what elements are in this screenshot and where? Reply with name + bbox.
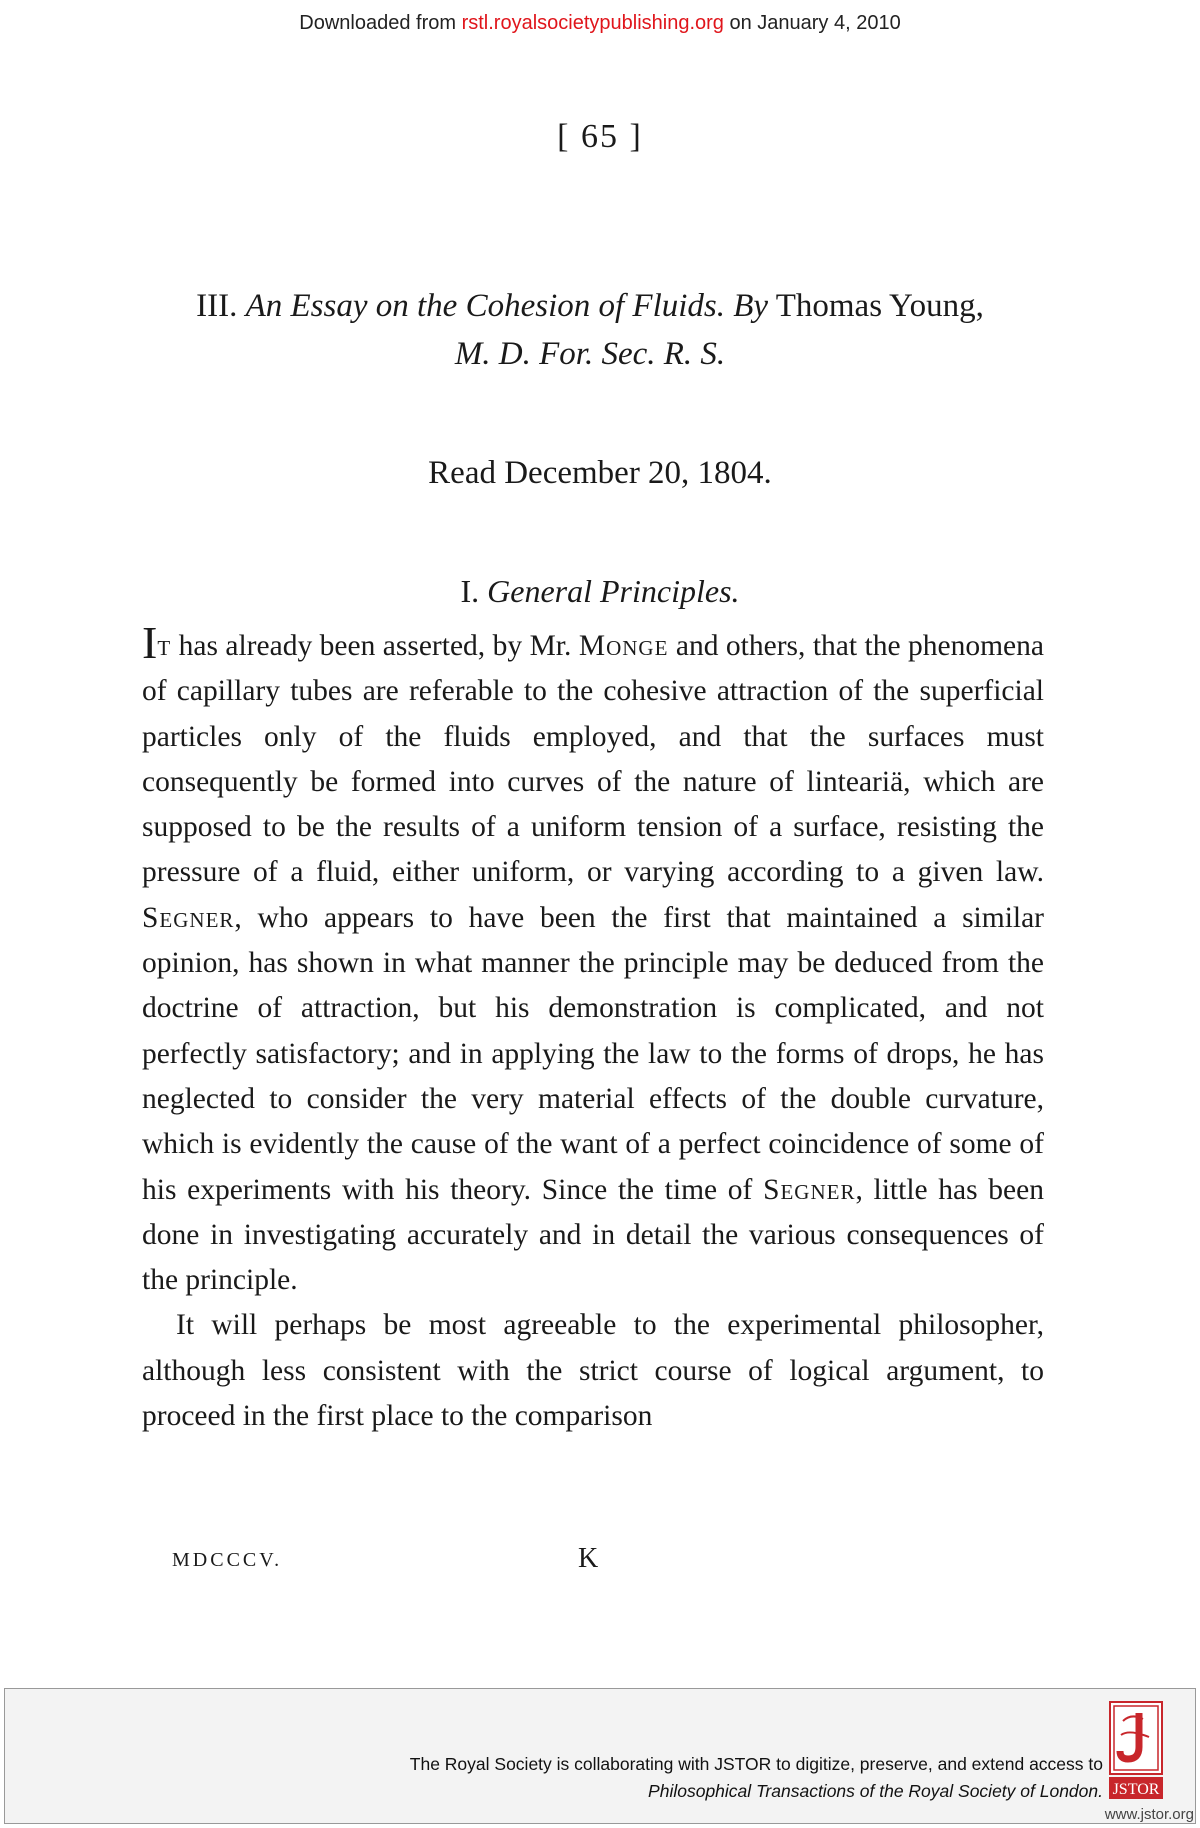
jstor-banner	[4, 1688, 1196, 1824]
page-number: [ 65 ]	[557, 118, 643, 155]
jstor-logo-text: JSTOR	[1112, 1781, 1160, 1798]
source-link[interactable]: rstl.royalsocietypublishing.org	[461, 12, 724, 34]
jstor-url[interactable]: www.jstor.org	[1104, 1806, 1194, 1823]
title-line-2	[140, 330, 1040, 378]
author-credentials: M. D. For. Sec. R. S.	[454, 336, 726, 372]
catchword: K	[578, 1543, 599, 1574]
article-title	[140, 282, 1040, 378]
title-by: By	[733, 288, 769, 324]
drop-cap: I	[142, 617, 158, 668]
body-text	[142, 617, 1044, 1439]
name-segner: Segner	[142, 901, 235, 934]
paragraph-2: It will perhaps be most agreeable to the experimental philosopher, although less consistent with the strict course of logical argument, to proceed in the first place to the comparison	[142, 1309, 1044, 1433]
download-suffix: on January 4, 2010	[723, 12, 901, 34]
jstor-notice	[410, 1751, 1103, 1805]
page-footer-marks	[160, 1543, 1060, 1583]
section-number: I.	[460, 573, 480, 609]
paragraph-1-part-a: has already been asserted, by Mr.	[171, 630, 579, 662]
download-prefix: Downloaded from	[299, 12, 462, 34]
paragraph-1	[142, 617, 1044, 1303]
jstor-notice-line-1: The Royal Society is collaborating with JSTOR to digitize, preserve, and extend access to	[409, 1754, 1103, 1774]
read-date: Read December 20, 1804.	[428, 455, 772, 491]
drop-cap-tail: t	[157, 630, 172, 662]
paragraph-1-part-b: and others, that the phenomena of capillary tubes are referable to the cohesive attraction of the superficial particles only of the fluids employed, and that the surfaces must consequently be formed into curves of the nature of linteariä, which are supposed to be the results of a uniform tension of a surface, resisting the pressure of a fluid, either uniform, or varying according to a given law.	[142, 630, 1044, 889]
title-author: Thomas Young,	[775, 288, 984, 324]
section-heading	[0, 573, 1200, 610]
signature-mark: MDCCCV.	[172, 1549, 283, 1571]
name-monge: Monge	[578, 630, 669, 662]
title-numeral: III.	[196, 288, 238, 324]
download-notice	[0, 12, 1200, 35]
jstor-logo-icon[interactable]	[1109, 1701, 1163, 1801]
title-line-1	[140, 282, 1040, 330]
name-segner-2: Segner	[763, 1173, 856, 1206]
section-title: General Principles.	[487, 573, 740, 609]
title-text: An Essay on the Cohesion of Fluids.	[245, 288, 725, 324]
paragraph-1-part-c: , who appears to have been the first that maintained a similar opinion, has shown in what manner the principle may be deduced from the doctrine of attraction, but his demonstration is complicated, and not perfectly satisfactory; and in applying the law to the forms of drops, he has neglected to consider the very material effects of the double curvature, which is evidently the cause of the want of a perfect coincidence of some of his experiments with his theory. Since the time of	[142, 901, 1044, 1206]
paragraph-1-part-d: , little has been done in investigating accurately and in detail the various consequences of the principle.	[142, 1173, 1044, 1297]
jstor-notice-line-2: Philosophical Transactions of the Royal Society of London.	[648, 1781, 1103, 1801]
